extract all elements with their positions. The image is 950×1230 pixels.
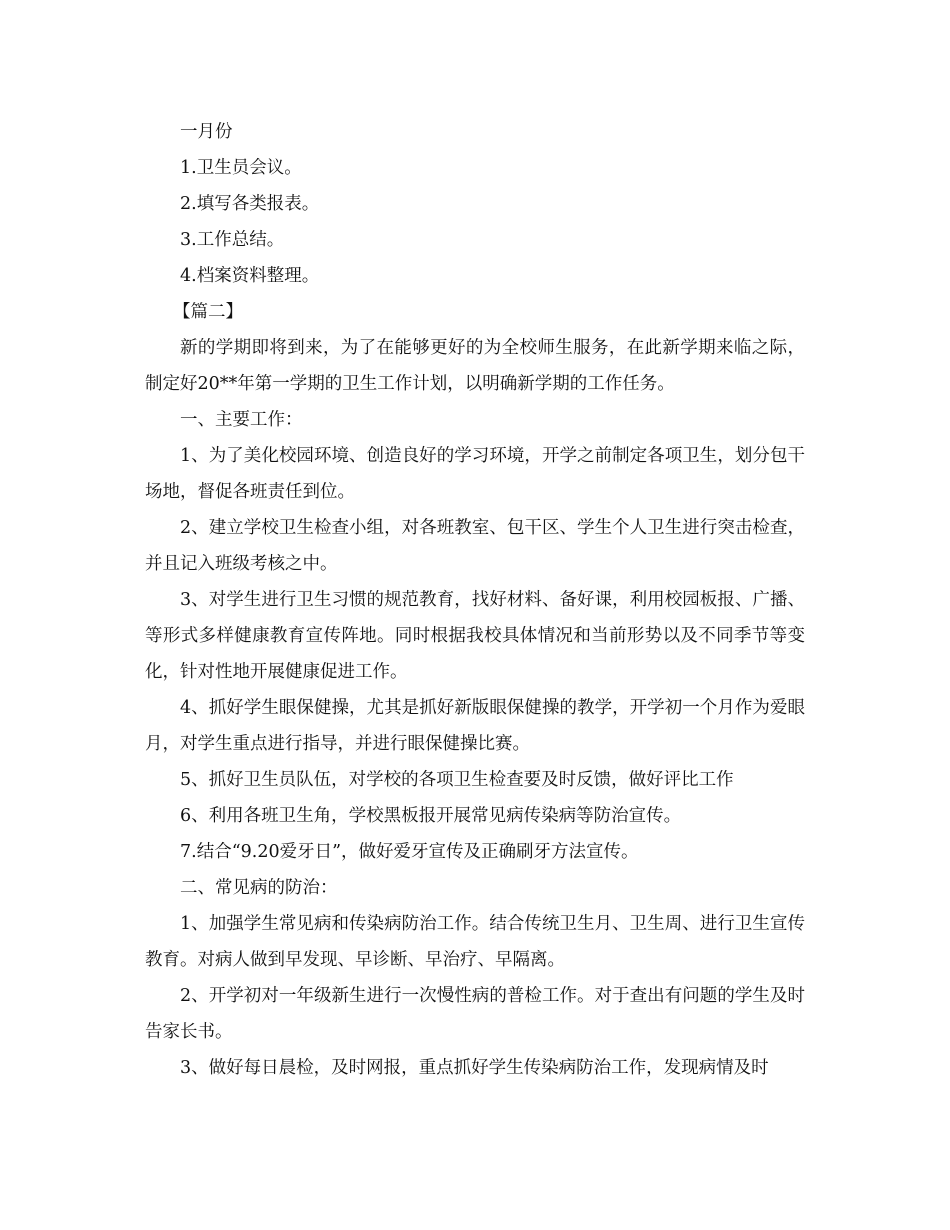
list-item: 3.工作总结。 <box>180 230 285 250</box>
section-heading: 【篇二】 <box>173 302 243 322</box>
body-paragraph: 3、做好每日晨检，及时网报，重点抓好学生传染病防治工作，发现病情及时 <box>180 1058 769 1078</box>
body-paragraph: 5、抓好卫生员队伍，对学校的各项卫生检查要及时反馈，做好评比工作 <box>180 770 734 790</box>
body-paragraph: 2、建立学校卫生检查小组，对各班教室、包干区、学生个人卫生进行突击检查，并且记入班级考核之中。 <box>145 518 805 574</box>
body-paragraph: 1、加强学生常见病和传染病防治工作。结合传统卫生月、卫生周、进行卫生宣传教育。对病人做到早发现、早诊断、早治疗、早隔离。 <box>145 914 805 970</box>
subsection-heading: 二、常见病的防治： <box>180 878 338 898</box>
body-paragraph: 6、利用各班卫生角，学校黑板报开展常见病传染病等防治宣传。 <box>180 806 682 826</box>
month-heading: 一月份 <box>180 122 233 142</box>
body-paragraph: 3、对学生进行卫生习惯的规范教育，找好材料、备好课，利用校园板报、广播、等形式多样健康教育宣传阵地。同时根据我校具体情况和当前形势以及不同季节等变化，针对性地开展健康促进工作。 <box>145 590 805 682</box>
subsection-heading: 一、主要工作： <box>180 410 303 430</box>
body-paragraph: 4、抓好学生眼保健操，尤其是抓好新版眼保健操的教学，开学初一个月作为爱眼月，对学生重点进行指导，并进行眼保健操比赛。 <box>145 698 805 754</box>
body-paragraph: 7.结合“9.20爱牙日”，做好爱牙宣传及正确刷牙方法宣传。 <box>180 842 639 862</box>
intro-paragraph: 新的学期即将到来，为了在能够更好的为全校师生服务，在此新学期来临之际，制定好20**年第一学期的卫生工作计划，以明确新学期的工作任务。 <box>145 338 805 394</box>
list-item: 4.档案资料整理。 <box>180 266 320 286</box>
list-item: 1.卫生员会议。 <box>180 158 302 178</box>
body-paragraph: 1、为了美化校园环境、创造良好的学习环境，开学之前制定各项卫生，划分包干场地，督促各班责任到位。 <box>145 446 805 502</box>
body-paragraph: 2、开学初对一年级新生进行一次慢性病的普检工作。对于查出有问题的学生及时告家长书。 <box>145 986 805 1042</box>
document-body <box>145 114 805 1086</box>
list-item: 2.填写各类报表。 <box>180 194 320 214</box>
